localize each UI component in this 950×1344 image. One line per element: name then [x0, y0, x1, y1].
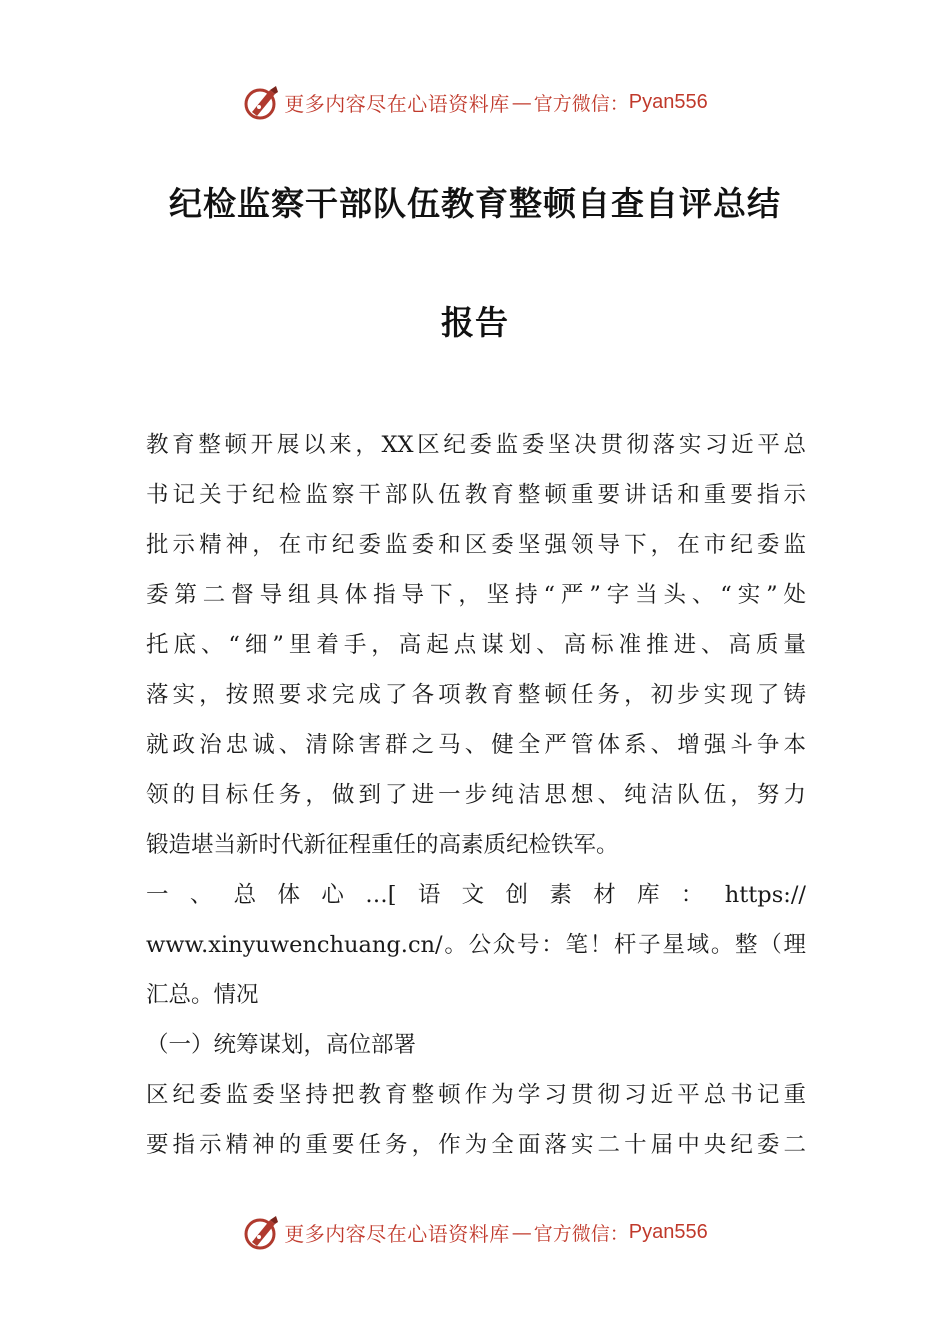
watermark-contact-label: 官方微信：	[533, 92, 629, 115]
body-line: 锻造堪当新时代新征程重任的高素质纪检铁军。	[146, 832, 619, 858]
body-line: 批示精神，在市纪委监委和区委坚强领导下，在市纪委监	[146, 532, 806, 558]
pen-nib-logo-icon	[242, 1212, 282, 1252]
watermark-contact-label: 官方微信：	[533, 1222, 629, 1245]
body-line: 托底、“细”里着手，高起点谋划、高标准推进、高质量	[146, 632, 806, 658]
body-line: 就政治忠诚、清除害群之马、健全严管体系、增强斗争本	[146, 732, 806, 758]
watermark-dash: —	[511, 1220, 532, 1244]
document-title-line-1: 纪检监察干部队伍教育整顿自查自评总结	[169, 184, 781, 223]
watermark-footer	[0, 1212, 950, 1252]
subsection-heading: （一）统筹谋划，高位部署	[146, 1032, 417, 1058]
watermark-contact-id: Pyan556	[628, 1220, 708, 1243]
document-body	[146, 420, 806, 1170]
body-line: 书记关于纪检监察干部队伍教育整顿重要讲话和重要指示	[146, 482, 806, 508]
body-line: 委第二督导组具体指导下，坚持“严”字当头、“实”处	[146, 582, 806, 608]
pen-nib-logo-icon	[242, 82, 282, 122]
watermark-dash: —	[511, 90, 532, 114]
document-title-line-2: 报告	[441, 303, 509, 342]
watermark-header	[0, 82, 950, 122]
body-line: 汇总。情况	[146, 982, 259, 1008]
section-heading-line: 一、总体心…[语文创素材库：https://	[146, 882, 806, 908]
body-line: 教育整顿开展以来，XX区纪委监委坚决贯彻落实习近平总	[146, 432, 806, 458]
body-line: 领的目标任务，做到了进一步纯洁思想、纯洁队伍，努力	[146, 782, 806, 808]
watermark-contact-id: Pyan556	[628, 90, 708, 113]
body-line: 落实，按照要求完成了各项教育整顿任务，初步实现了铸	[146, 682, 806, 708]
watermark-text: 更多内容尽在心语资料库	[284, 91, 510, 116]
body-line: 要指示精神的重要任务，作为全面落实二十届中央纪委二	[146, 1132, 806, 1158]
watermark-text: 更多内容尽在心语资料库	[284, 1221, 510, 1246]
body-line: 区纪委监委坚持把教育整顿作为学习贯彻习近平总书记重	[146, 1082, 806, 1108]
body-line-url: www.xinyuwenchuang.cn/。公众号：笔！杆子星域。整（理	[146, 932, 806, 958]
